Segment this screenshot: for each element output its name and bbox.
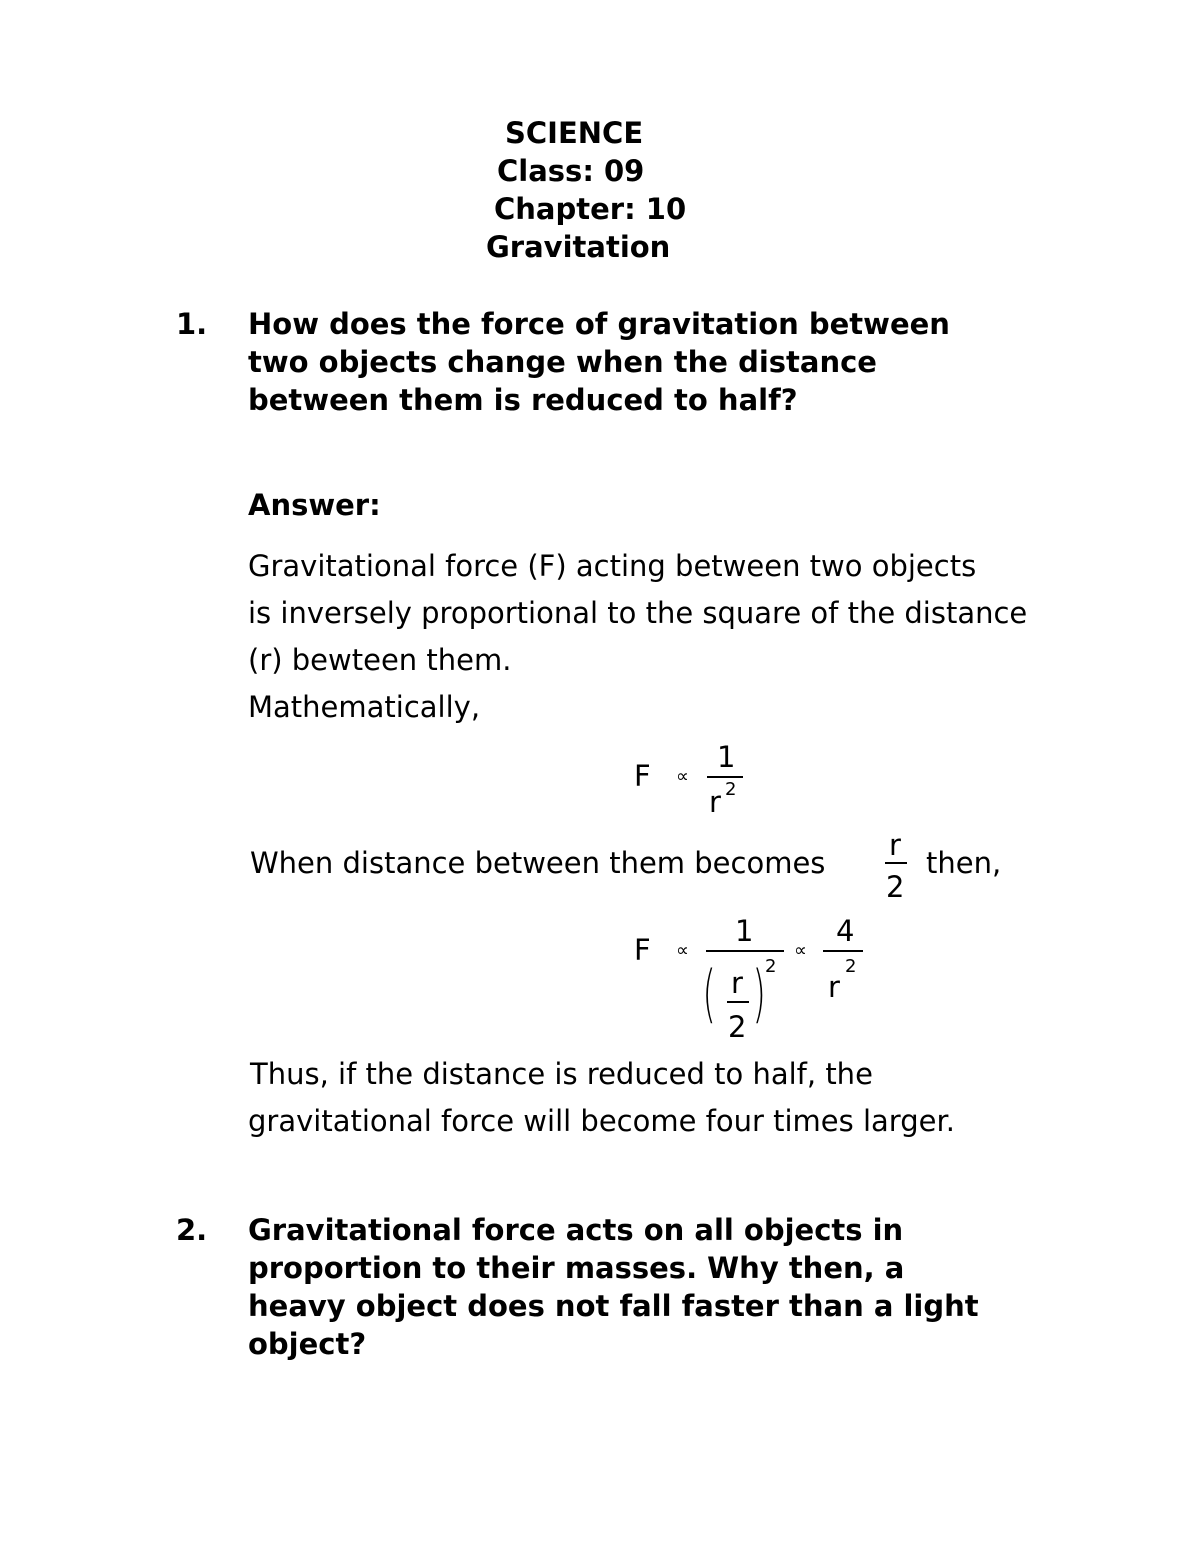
answer-line: Gravitational force (F) acting between two objects	[248, 549, 977, 583]
half-fraction-bar	[885, 862, 907, 864]
conclusion-line: gravitational force will become four times larger.	[248, 1104, 955, 1138]
eq1-numerator: 1	[717, 740, 736, 774]
eq2-left-paren: (	[702, 957, 716, 1030]
eq2-lhs: F	[634, 933, 651, 967]
topic-heading: Gravitation	[486, 230, 671, 264]
question-line: two objects change when the distance	[248, 345, 877, 379]
then-text: then,	[926, 846, 1002, 880]
half-denominator: 2	[886, 870, 905, 904]
answer-line: (r) bewteen them.	[248, 643, 512, 677]
eq1-denominator: r	[709, 785, 721, 819]
subject-heading: SCIENCE	[505, 116, 644, 150]
eq2-proportional-symbol-1: ∝	[676, 940, 689, 961]
eq2-outer-exponent: 2	[765, 956, 777, 977]
question-line: Gravitational force acts on all objects in	[248, 1213, 904, 1247]
eq2-exponent-2: 2	[845, 956, 857, 977]
half-numerator: r	[889, 828, 901, 862]
eq2-fraction-bar-2	[823, 950, 863, 952]
eq2-inner-numerator: r	[731, 966, 743, 1000]
eq1-proportional-symbol: ∝	[676, 766, 689, 787]
question-line: between them is reduced to half?	[248, 383, 798, 417]
question-line: How does the force of gravitation between	[248, 307, 950, 341]
question-number: 2.	[176, 1213, 208, 1247]
eq2-numerator-2: 4	[836, 914, 855, 948]
answer-line: is inversely proportional to the square of the distance	[248, 596, 1028, 630]
conclusion-line: Thus, if the distance is reduced to half, the	[250, 1057, 873, 1091]
question-number: 1.	[176, 307, 208, 341]
question-line: object?	[248, 1327, 367, 1361]
eq2-fraction-bar-1	[706, 950, 784, 952]
eq2-proportional-symbol-2: ∝	[794, 940, 807, 961]
answer-label: Answer:	[248, 488, 381, 522]
eq2-inner-fraction-bar	[727, 1001, 749, 1003]
chapter-heading: Chapter: 10	[494, 192, 687, 226]
question-line: heavy object does not fall faster than a light	[248, 1289, 979, 1323]
eq1-lhs: F	[634, 759, 651, 793]
eq2-right-paren: )	[752, 957, 766, 1030]
answer-line: Mathematically,	[248, 690, 481, 724]
eq2-denominator-2: r	[828, 970, 840, 1004]
eq1-fraction-bar	[707, 776, 743, 778]
eq2-inner-denominator: 2	[728, 1010, 747, 1044]
class-heading: Class: 09	[497, 154, 645, 188]
when-text: When distance between them becomes	[250, 846, 826, 880]
eq1-exponent: 2	[725, 779, 737, 800]
question-line: proportion to their masses. Why then, a	[248, 1251, 905, 1285]
eq2-numerator-1: 1	[735, 914, 754, 948]
